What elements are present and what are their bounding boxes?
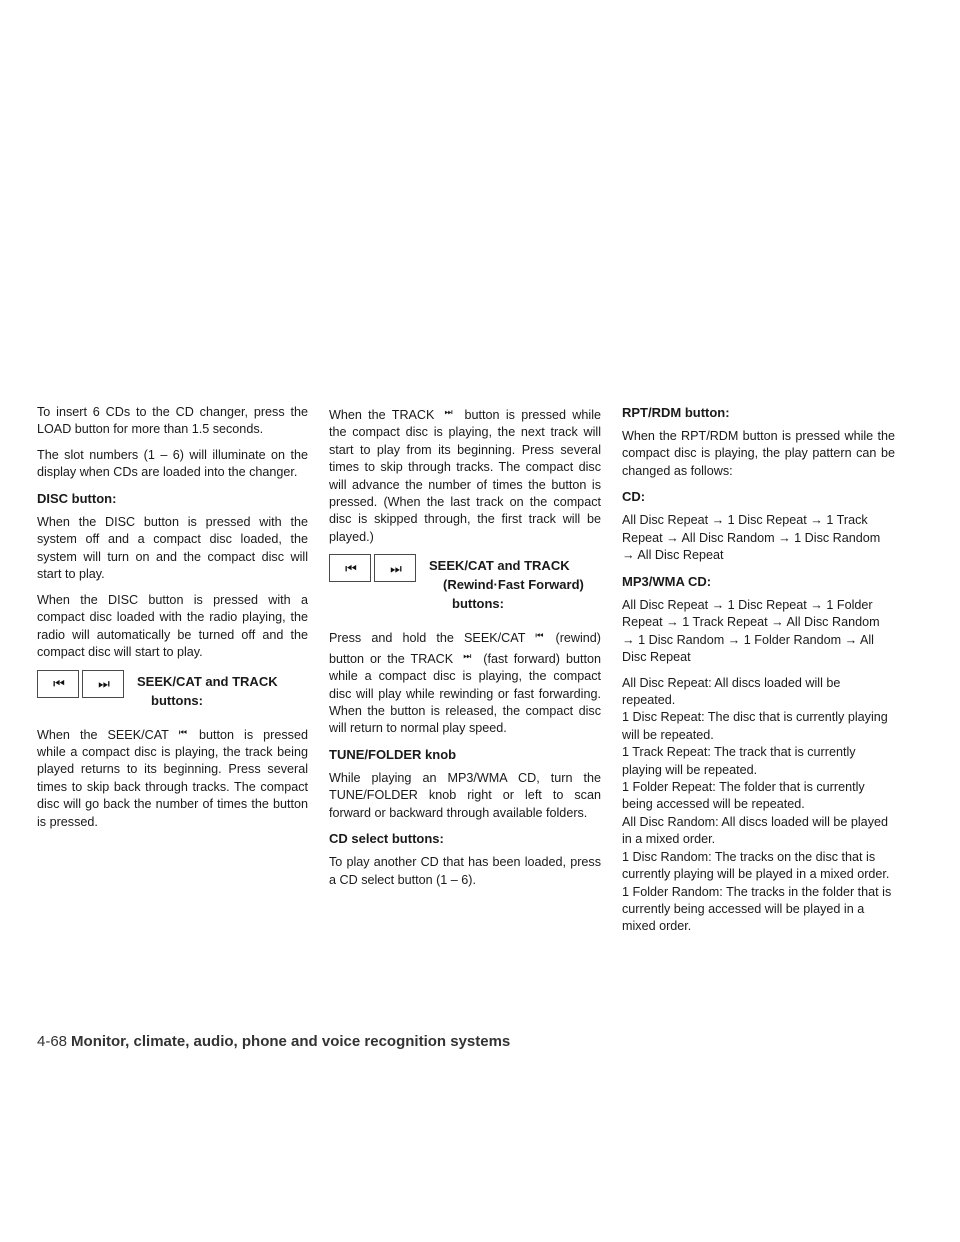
- column-2: [329, 404, 601, 897]
- rewind-ff-button-illustration: [329, 554, 601, 613]
- seek-back-icon: ⏮: [37, 670, 79, 698]
- skip-forward-inline-icon: ⏭: [463, 650, 470, 661]
- heading-mp3-wma: MP3/WMA CD:: [622, 573, 712, 589]
- caption-line: (Rewind·Fast Forward): [443, 577, 584, 593]
- paragraph-disc-radio-playing: When the DISC button is pressed with a compact disc loaded with the radio playing, the radio will automatically be turned off and the compact disc will start to play.: [37, 592, 308, 660]
- page-footer: [37, 1033, 510, 1050]
- heading-cd-select: CD select buttons:: [329, 831, 444, 847]
- skip-forward-inline-icon: ⏭: [444, 407, 451, 417]
- paragraph-track-button: [329, 404, 601, 546]
- caption-line: buttons:: [151, 692, 203, 708]
- column-1: [37, 404, 308, 839]
- paragraph-tune-folder: While playing an MP3/WMA CD, turn the TUNE/FOLDER knob right or left to scan forward or backward through available folders.: [329, 771, 601, 820]
- page-number: 4-68: [37, 1033, 68, 1050]
- definition-item: 1 Disc Random: The tracks on the disc that is currently playing will be played in a mixed order.: [622, 849, 890, 882]
- definition-item: 1 Folder Repeat: The folder that is currently being accessed will be repeated.: [622, 780, 865, 812]
- skip-back-inline-icon: ⏮: [535, 630, 542, 641]
- seek-track-caption: [137, 672, 278, 710]
- definition-item: 1 Track Repeat: The track that is currently playing will be repeated.: [622, 745, 856, 777]
- definition-item: All Disc Random: All discs loaded will be played in a mixed order.: [622, 814, 888, 847]
- text: (rewind) button or the TRACK: [329, 631, 601, 666]
- paragraph-insert-cds: To insert 6 CDs to the CD changer, press the LOAD button for more than 1.5 seconds.: [37, 405, 308, 437]
- paragraph-rpt-rdm: When the RPT/RDM button is pressed while the compact disc is playing, the play pattern can be changed as follows:: [622, 429, 895, 478]
- text: When the SEEK/CAT: [37, 727, 169, 742]
- paragraph-mp3-pattern: All Disc Repeat → 1 Disc Repeat → 1 Folder Repeat → 1 Track Repeat → All Disc Random → 1 Disc Random → 1 Folder Random → All Disc Repeat: [622, 597, 880, 665]
- column-3: [622, 404, 895, 936]
- paragraph-cd-select: To play another CD that has been loaded, press a CD select button (1 – 6).: [329, 855, 601, 887]
- paragraph-press-hold: [329, 627, 601, 737]
- heading-cd: CD:: [622, 489, 646, 505]
- text: button is pressed while a compact disc is playing, the track being played returns to its beginning. Press several times to skip back through tracks. The compact disc will go back the number of times the button is pressed.: [37, 727, 308, 829]
- rewind-ff-caption: [429, 556, 584, 613]
- paragraph-disc-system-off: When the DISC button is pressed with the system off and a compact disc loaded, the system will turn on and the compact disc will start to play.: [37, 515, 308, 582]
- text: When the TRACK: [329, 408, 435, 422]
- seek-forward-icon: ⏭: [82, 670, 124, 698]
- seek-forward-icon: ⏭: [374, 554, 416, 582]
- paragraph-cd-pattern: All Disc Repeat → 1 Disc Repeat → 1 Track Repeat → All Disc Random → 1 Disc Random → All Disc Repeat: [622, 513, 881, 563]
- caption-line: SEEK/CAT and TRACK: [429, 558, 570, 574]
- caption-line: buttons:: [452, 596, 504, 612]
- text: (fast forward) button while a compact disc is playing, the compact disc will play while rewinding or fast forwarding. When the button is released, the compact disc will return to normal play speed.: [329, 651, 601, 736]
- seek-track-button-illustration: [37, 670, 308, 710]
- seek-back-icon: ⏮: [329, 554, 371, 582]
- caption-line: SEEK/CAT and TRACK: [137, 673, 278, 689]
- definitions-list: [622, 675, 895, 936]
- skip-back-inline-icon: ⏮: [178, 726, 185, 737]
- paragraph-seek-cat: [37, 724, 308, 831]
- section-title: Monitor, climate, audio, phone and voice recognition systems: [71, 1033, 511, 1050]
- definition-item: 1 Disc Repeat: The disc that is currently playing will be repeated.: [622, 710, 888, 742]
- definition-item: 1 Folder Random: The tracks in the folder that is currently being accessed will be played in a mixed order.: [622, 884, 892, 934]
- definition-item: All Disc Repeat: All discs loaded will be repeated.: [622, 675, 841, 708]
- heading-disc-button: DISC button:: [37, 491, 117, 506]
- text: Press and hold the SEEK/CAT: [329, 631, 526, 646]
- heading-rpt-rdm: RPT/RDM button:: [622, 405, 730, 420]
- paragraph-slot-numbers: The slot numbers (1 – 6) will illuminate on the display when CDs are loaded into the changer.: [37, 448, 308, 480]
- text: button is pressed while the compact disc is playing, the next track will start to play from its beginning. Press several times to skip through tracks. The compact disc will advance the number of times the button is pressed. (When the last track on the compact disc is skipped through, the first track will be played.): [329, 408, 602, 544]
- heading-tune-folder: TUNE/FOLDER knob: [329, 747, 457, 763]
